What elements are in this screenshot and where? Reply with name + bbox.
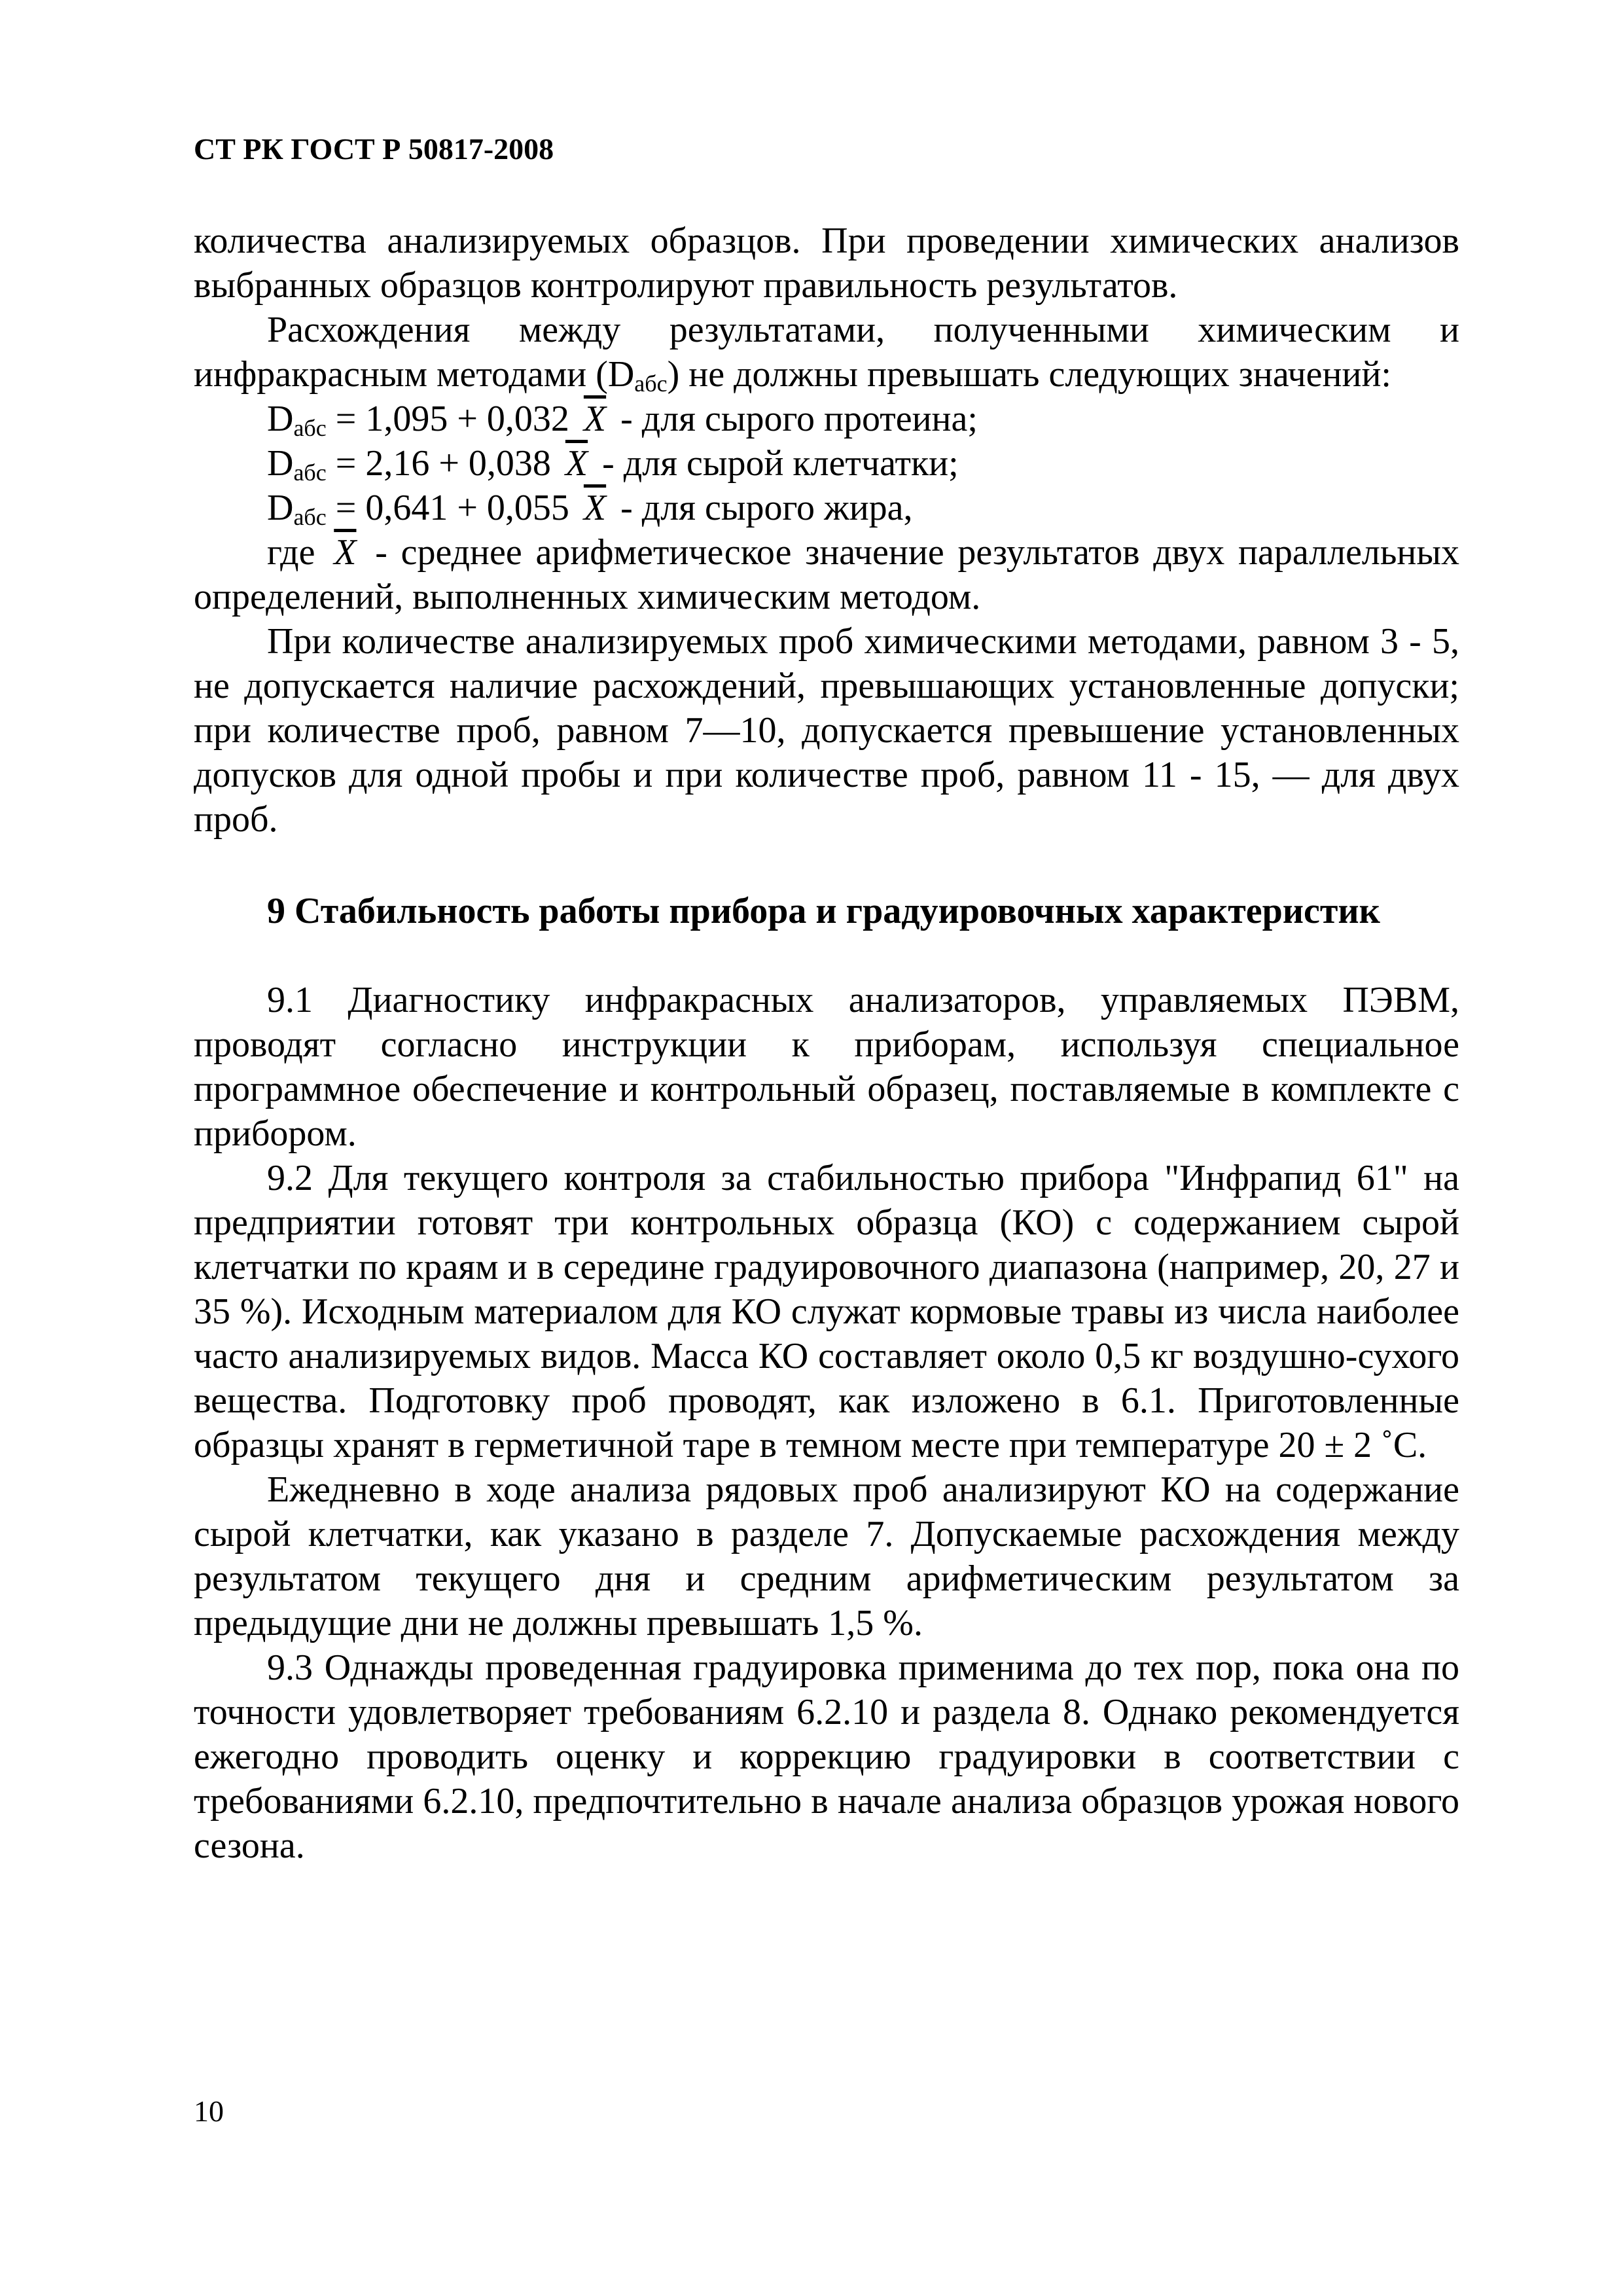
where-definition: - среднее арифметическое значение результатов двух параллельных определений, выполненных химическим методом.: [194, 532, 1460, 617]
section-title-9: 9 Стабильность работы прибора и градуировочных характеристик: [267, 891, 1380, 931]
document-page: [194, 131, 1459, 1868]
mean-x-symbol: $\overline{X}$: [583, 399, 607, 439]
formula-subscript: абс: [293, 415, 327, 441]
page-number: 10: [194, 2094, 224, 2128]
paragraph-9-1: 9.1 Диагностику инфракрасных анализаторов, управляемых ПЭВМ, проводят согласно инструкции к приборам, используя специальное программное обеспечение и контрольный образец, поставляемые в комплекте с прибором.: [194, 980, 1459, 1154]
paragraph-sample-count: При количестве анализируемых проб химическими методами, равном 3 - 5, не допускается наличие расхождений, превышающих установленные допуски; при количестве проб, равном 7—10, допускается превышение установленных допусков для одной пробы и при количестве проб, равном 11 - 15, — для двух проб.: [194, 621, 1459, 840]
formula-description: - для сырого протеина;: [611, 399, 978, 439]
formula-subscript: абс: [293, 459, 327, 486]
formula-description: - для сырого жира,: [611, 488, 913, 528]
subscript-abs: абс: [634, 370, 668, 397]
where-prefix: где: [267, 532, 329, 573]
formula-expression: = 2,16 + 0,038: [326, 443, 560, 484]
formula-description: - для сырой клетчатки;: [593, 443, 959, 484]
paragraph-9-2: 9.2 Для текущего контроля за стабильностью прибора "Инфрапид 61" на предприятии готовят три контрольных образца (КО) с содержанием сырой клетчатки по краям и в середине градуировочного диапазона (например, 20, 27 и 35 %). Исходным материалом для КО служат кормовые травы из числа наиболее часто анализируемых видов. Масса КО составляет около 0,5 кг воздушно-сухого вещества. Подготовку проб проводят, как изложено в 6.1. Приготовленные образцы хранят в герметичной таре в темном месте при температуре 20 ± 2 ˚С.: [194, 1158, 1459, 1465]
paragraph-9-2-daily: Ежедневно в ходе анализа рядовых проб анализируют КО на содержание сырой клетчатки, как указано в разделе 7. Допускаемые расхождения между результатом текущего дня и средним арифметическим результатом за предыдущие дни не должны превышать 1,5 %.: [194, 1469, 1459, 1643]
formula-expression: = 0,641 + 0,055: [326, 488, 579, 528]
mean-x-symbol: $\overline{X}$: [334, 532, 357, 573]
mean-x-symbol: $\overline{X}$: [583, 488, 607, 528]
formula-symbol: D: [267, 488, 294, 528]
formula-fiber: [194, 441, 1459, 486]
formula-protein: [194, 397, 1459, 441]
formula-subscript: абс: [293, 504, 327, 530]
paragraph-where: [194, 530, 1459, 619]
paragraph-9-3: 9.3 Однажды проведенная градуировка применима до тех пор, пока она по точности удовлетворяет требованиям 6.2.10 и раздела 8. Однако рекомендуется ежегодно проводить оценку и коррекцию градуировки в соответствии с требованиями 6.2.10, предпочтительно в начале анализа образцов урожая нового сезона.: [194, 1647, 1459, 1866]
formula-symbol: D: [267, 443, 294, 484]
paragraph-samples-control: количества анализируемых образцов. При проведении химических анализов выбранных образцов контролируют правильность результатов.: [194, 221, 1459, 306]
formula-fat: [194, 486, 1459, 530]
document-header: СТ РК ГОСТ Р 50817-2008: [194, 132, 554, 166]
formula-symbol: D: [267, 399, 294, 439]
paragraph-discrepancies: [194, 308, 1459, 397]
paragraph-discrepancies-text-b: ) не должны превышать следующих значений:: [667, 354, 1391, 395]
paragraph-discrepancies-text-a: Расхождения между результатами, полученными химическим и инфракрасным методами (D: [194, 310, 1459, 395]
formula-expression: = 1,095 + 0,032: [326, 399, 579, 439]
mean-x-symbol: $\overline{X}$: [565, 443, 588, 484]
